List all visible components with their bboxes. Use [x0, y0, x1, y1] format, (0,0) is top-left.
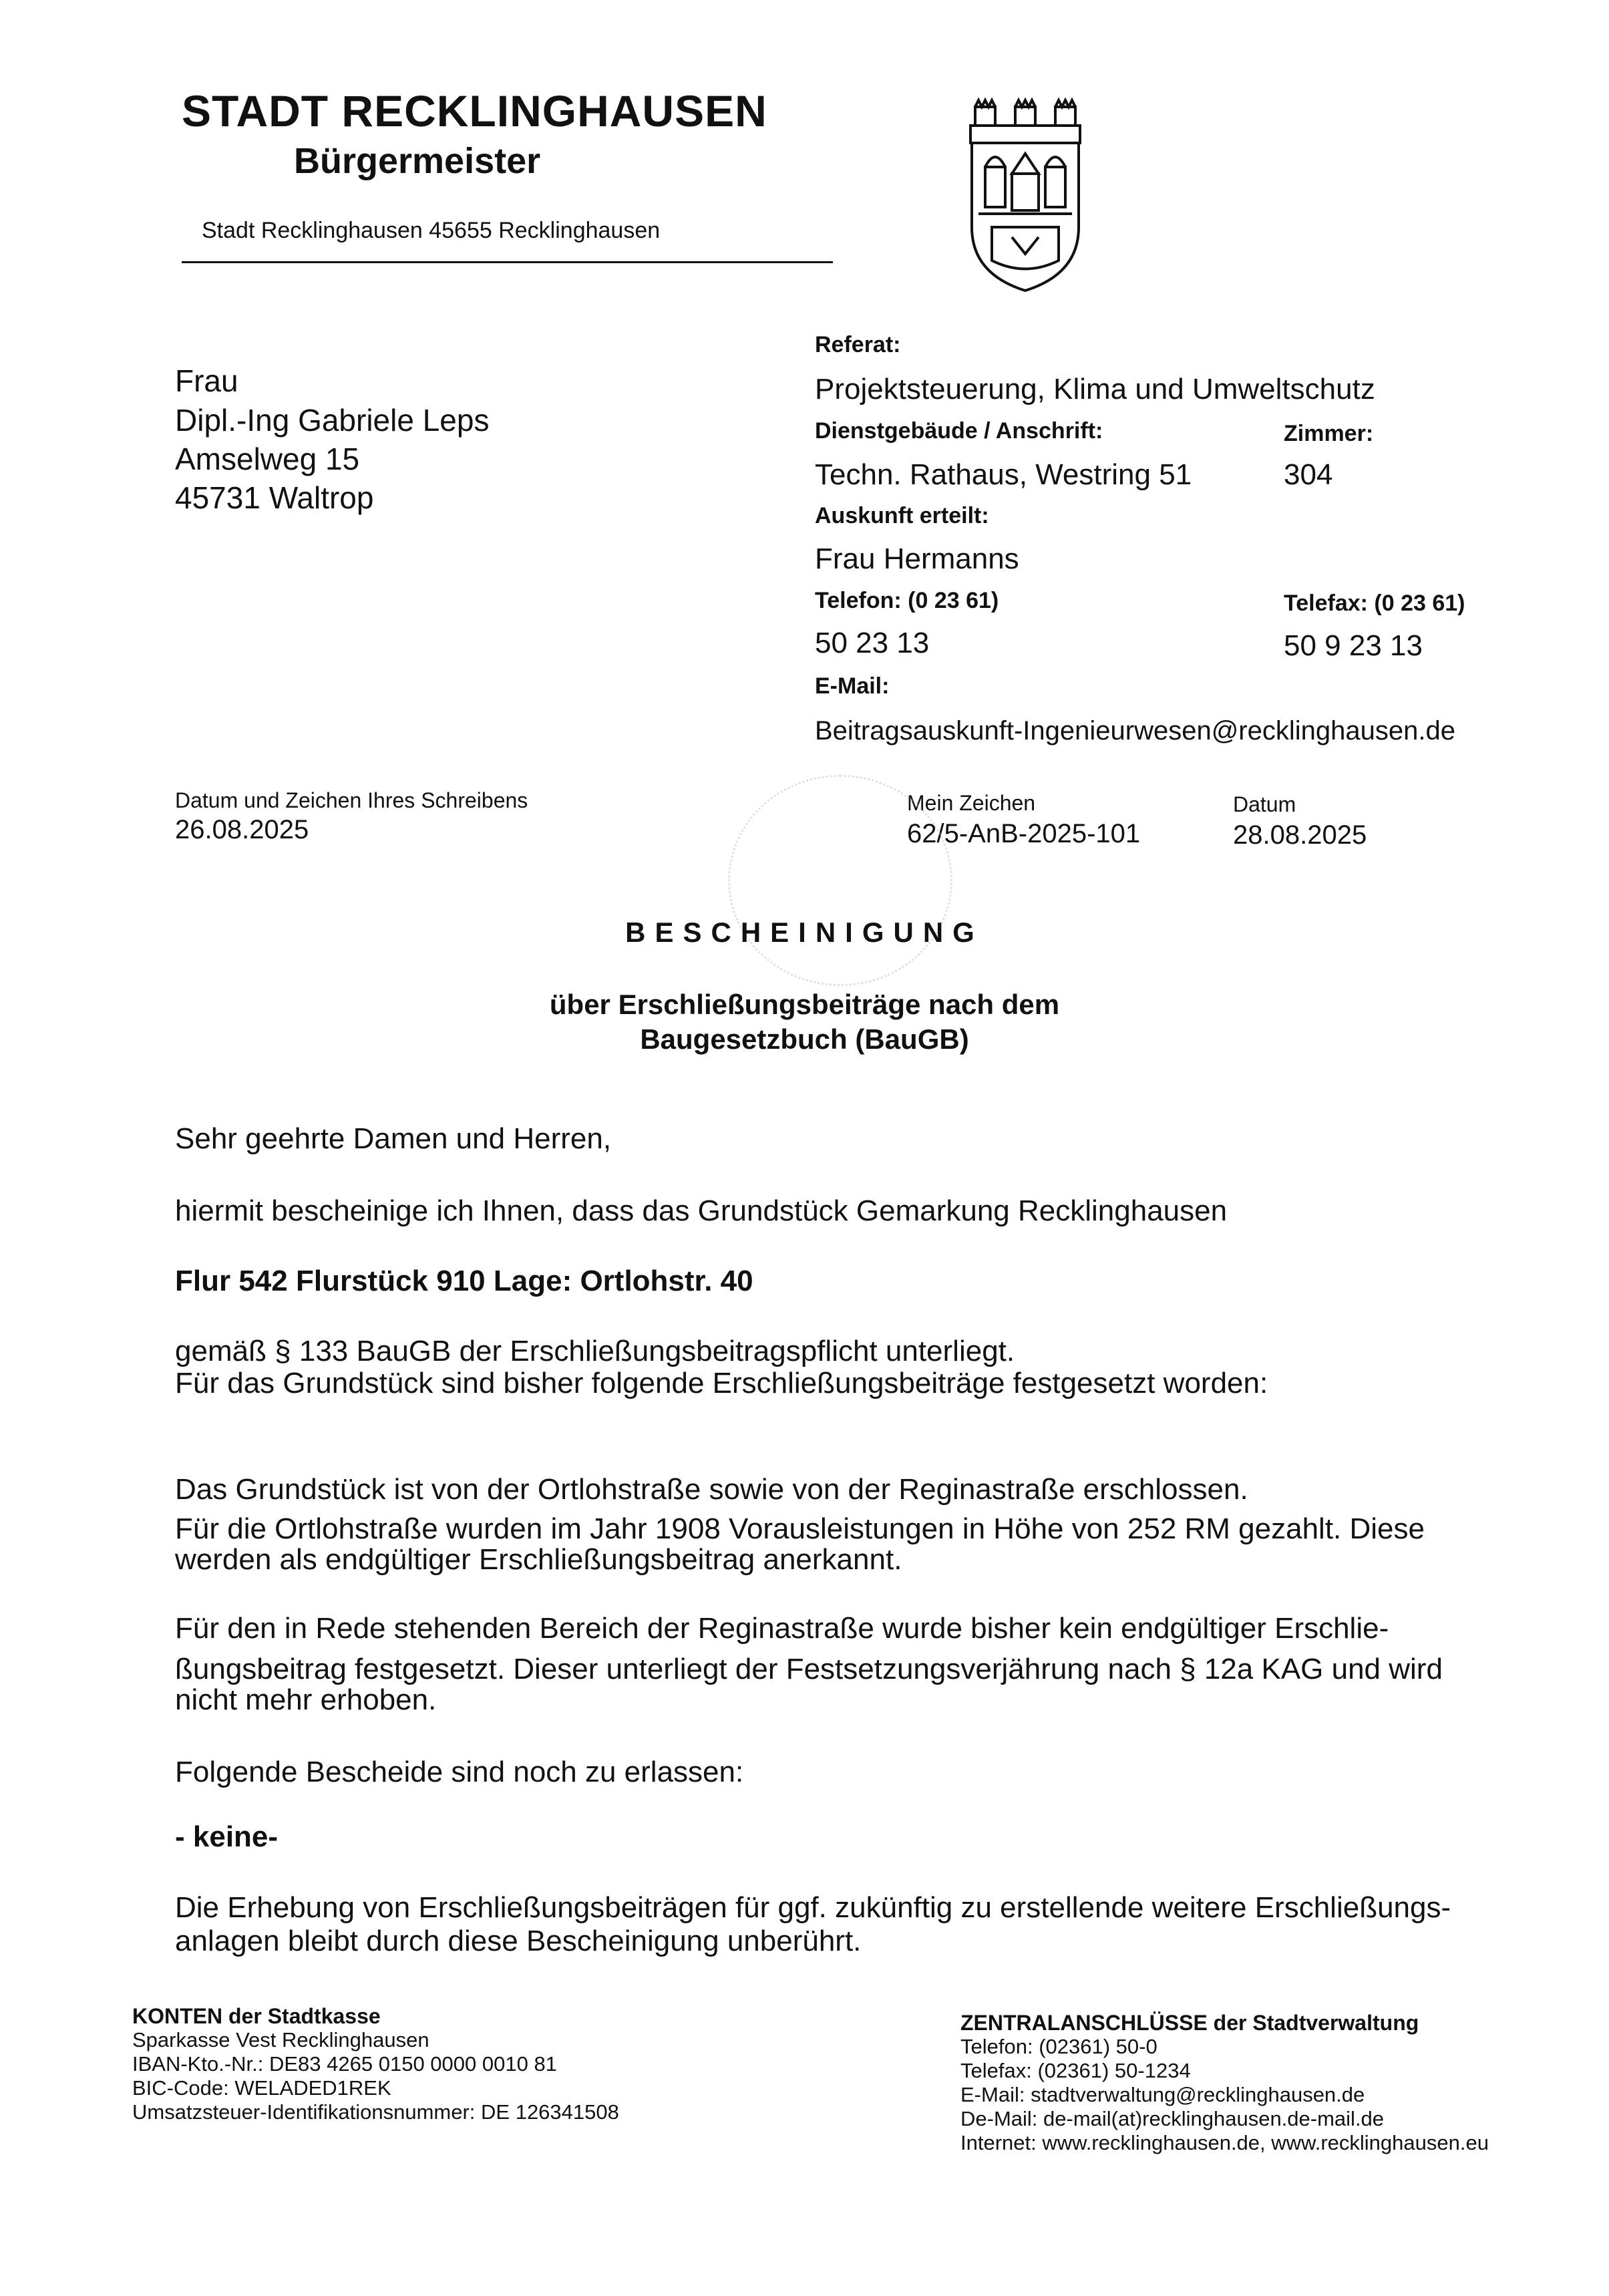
paragraph-3-line-3: nicht mehr erhoben.: [175, 1683, 437, 1716]
footer-accounts-title: KONTEN der Stadtkasse: [132, 2004, 381, 2028]
your-ref-label: Datum und Zeichen Ihres Schreibens: [175, 788, 528, 812]
date-value: 28.08.2025: [1233, 820, 1367, 850]
your-ref-value: 26.08.2025: [175, 815, 309, 844]
footer-bank-name: Sparkasse Vest Recklinghausen: [132, 2028, 429, 2052]
phone-label: Telefon: (0 23 61): [815, 588, 999, 613]
pending-notices-none: - keine-: [175, 1820, 279, 1853]
paragraph-2-line-3: werden als endgültiger Erschließungsbeitrag anerkannt.: [175, 1543, 902, 1576]
referat-label: Referat:: [815, 332, 901, 357]
paragraph-1-line-2: Für das Grundstück sind bisher folgende Erschließungsbeiträge festgesetzt worden:: [175, 1367, 1268, 1400]
recipient-city: 45731 Waltrop: [175, 480, 374, 515]
footer-vat-id: Umsatzsteuer-Identifikationsnummer: DE 126341508: [132, 2100, 619, 2124]
intro-text: hiermit bescheinige ich Ihnen, dass das Grundstück Gemarkung Recklinghausen: [175, 1194, 1228, 1227]
email-value[interactable]: Beitragsauskunft-Ingenieurwesen@recklinghausen.de: [815, 716, 1455, 746]
paragraph-3-line-1: Für den in Rede stehenden Bereich der Reginastraße wurde bisher kein endgültiger Erschlie-: [175, 1612, 1389, 1645]
document-subtitle-line2: Baugesetzbuch (BauGB): [640, 1023, 969, 1055]
footer-iban: IBAN-Kto.-Nr.: DE83 4265 0150 0000 0010 81: [132, 2052, 557, 2076]
paragraph-5-line-1: Die Erhebung von Erschließungsbeiträgen für ggf. zukünftig zu erstellende weitere Erschließungs-: [175, 1891, 1451, 1924]
my-ref-label: Mein Zeichen: [907, 791, 1036, 815]
contact-label: Auskunft erteilt:: [815, 503, 989, 528]
room-label: Zimmer:: [1284, 421, 1374, 446]
footer-bic: BIC-Code: WELADED1REK: [132, 2076, 391, 2100]
my-ref-value: 62/5-AnB-2025-101: [907, 819, 1141, 848]
contact-value: Frau Hermanns: [815, 542, 1019, 575]
fax-value: 50 9 23 13: [1284, 629, 1423, 662]
paragraph-4: Folgende Bescheide sind noch zu erlassen:: [175, 1756, 744, 1788]
document-title: BESCHEINIGUNG: [625, 917, 984, 948]
city-crest-icon: [965, 94, 1085, 294]
footer-demail[interactable]: De-Mail: de-mail(at)recklinghausen.de-mail.de: [960, 2107, 1385, 2130]
paragraph-3-line-2: ßungsbeitrag festgesetzt. Dieser unterliegt der Festsetzungsverjährung nach § 12a KAG und wird: [175, 1653, 1443, 1685]
footer-email[interactable]: E-Mail: stadtverwaltung@recklinghausen.de: [960, 2083, 1365, 2106]
sender-return-address: Stadt Recklinghausen 45655 Recklinghausen: [202, 218, 661, 243]
salutation: Sehr geehrte Damen und Herren,: [175, 1122, 612, 1155]
paragraph-1-line-1: gemäß § 133 BauGB der Erschließungsbeitragspflicht unterliegt.: [175, 1335, 1015, 1367]
recipient-name: Dipl.-Ing Gabriele Leps: [175, 403, 490, 438]
faded-stamp: [728, 775, 952, 986]
building-label: Dienstgebäude / Anschrift:: [815, 418, 1103, 444]
footer-phone: Telefon: (02361) 50-0: [960, 2035, 1157, 2058]
paragraph-5-line-2: anlagen bleibt durch diese Bescheinigung unberührt.: [175, 1925, 862, 1957]
fax-label: Telefax: (0 23 61): [1284, 591, 1465, 616]
paragraph-2-line-1: Das Grundstück ist von der Ortlohstraße sowie von der Reginastraße erschlossen.: [175, 1473, 1248, 1506]
recipient-street: Amselweg 15: [175, 442, 360, 476]
email-label: E-Mail:: [815, 673, 890, 699]
paragraph-2-line-2: Für die Ortlohstraße wurden im Jahr 1908 Vorausleistungen in Höhe von 252 RM gezahlt. Diese: [175, 1512, 1425, 1545]
document-subtitle-line1: über Erschließungsbeiträge nach dem: [549, 989, 1060, 1020]
footer-fax: Telefax: (02361) 50-1234: [960, 2059, 1191, 2082]
recipient-salutation: Frau: [175, 363, 238, 398]
sender-divider: [182, 261, 833, 263]
phone-value: 50 23 13: [815, 627, 930, 659]
footer-internet[interactable]: Internet: www.recklinghausen.de, www.recklinghausen.eu: [960, 2131, 1489, 2154]
city-name: STADT RECKLINGHAUSEN: [182, 86, 767, 136]
date-label: Datum: [1233, 792, 1296, 816]
building-value: Techn. Rathaus, Westring 51: [815, 458, 1192, 491]
footer-contacts-title: ZENTRALANSCHLÜSSE der Stadtverwaltung: [960, 2011, 1419, 2035]
room-value: 304: [1284, 458, 1333, 491]
parcel-reference: Flur 542 Flurstück 910 Lage: Ortlohstr. 40: [175, 1265, 753, 1297]
referat-value: Projektsteuerung, Klima und Umweltschutz: [815, 373, 1375, 405]
office-name: Bürgermeister: [294, 141, 541, 181]
